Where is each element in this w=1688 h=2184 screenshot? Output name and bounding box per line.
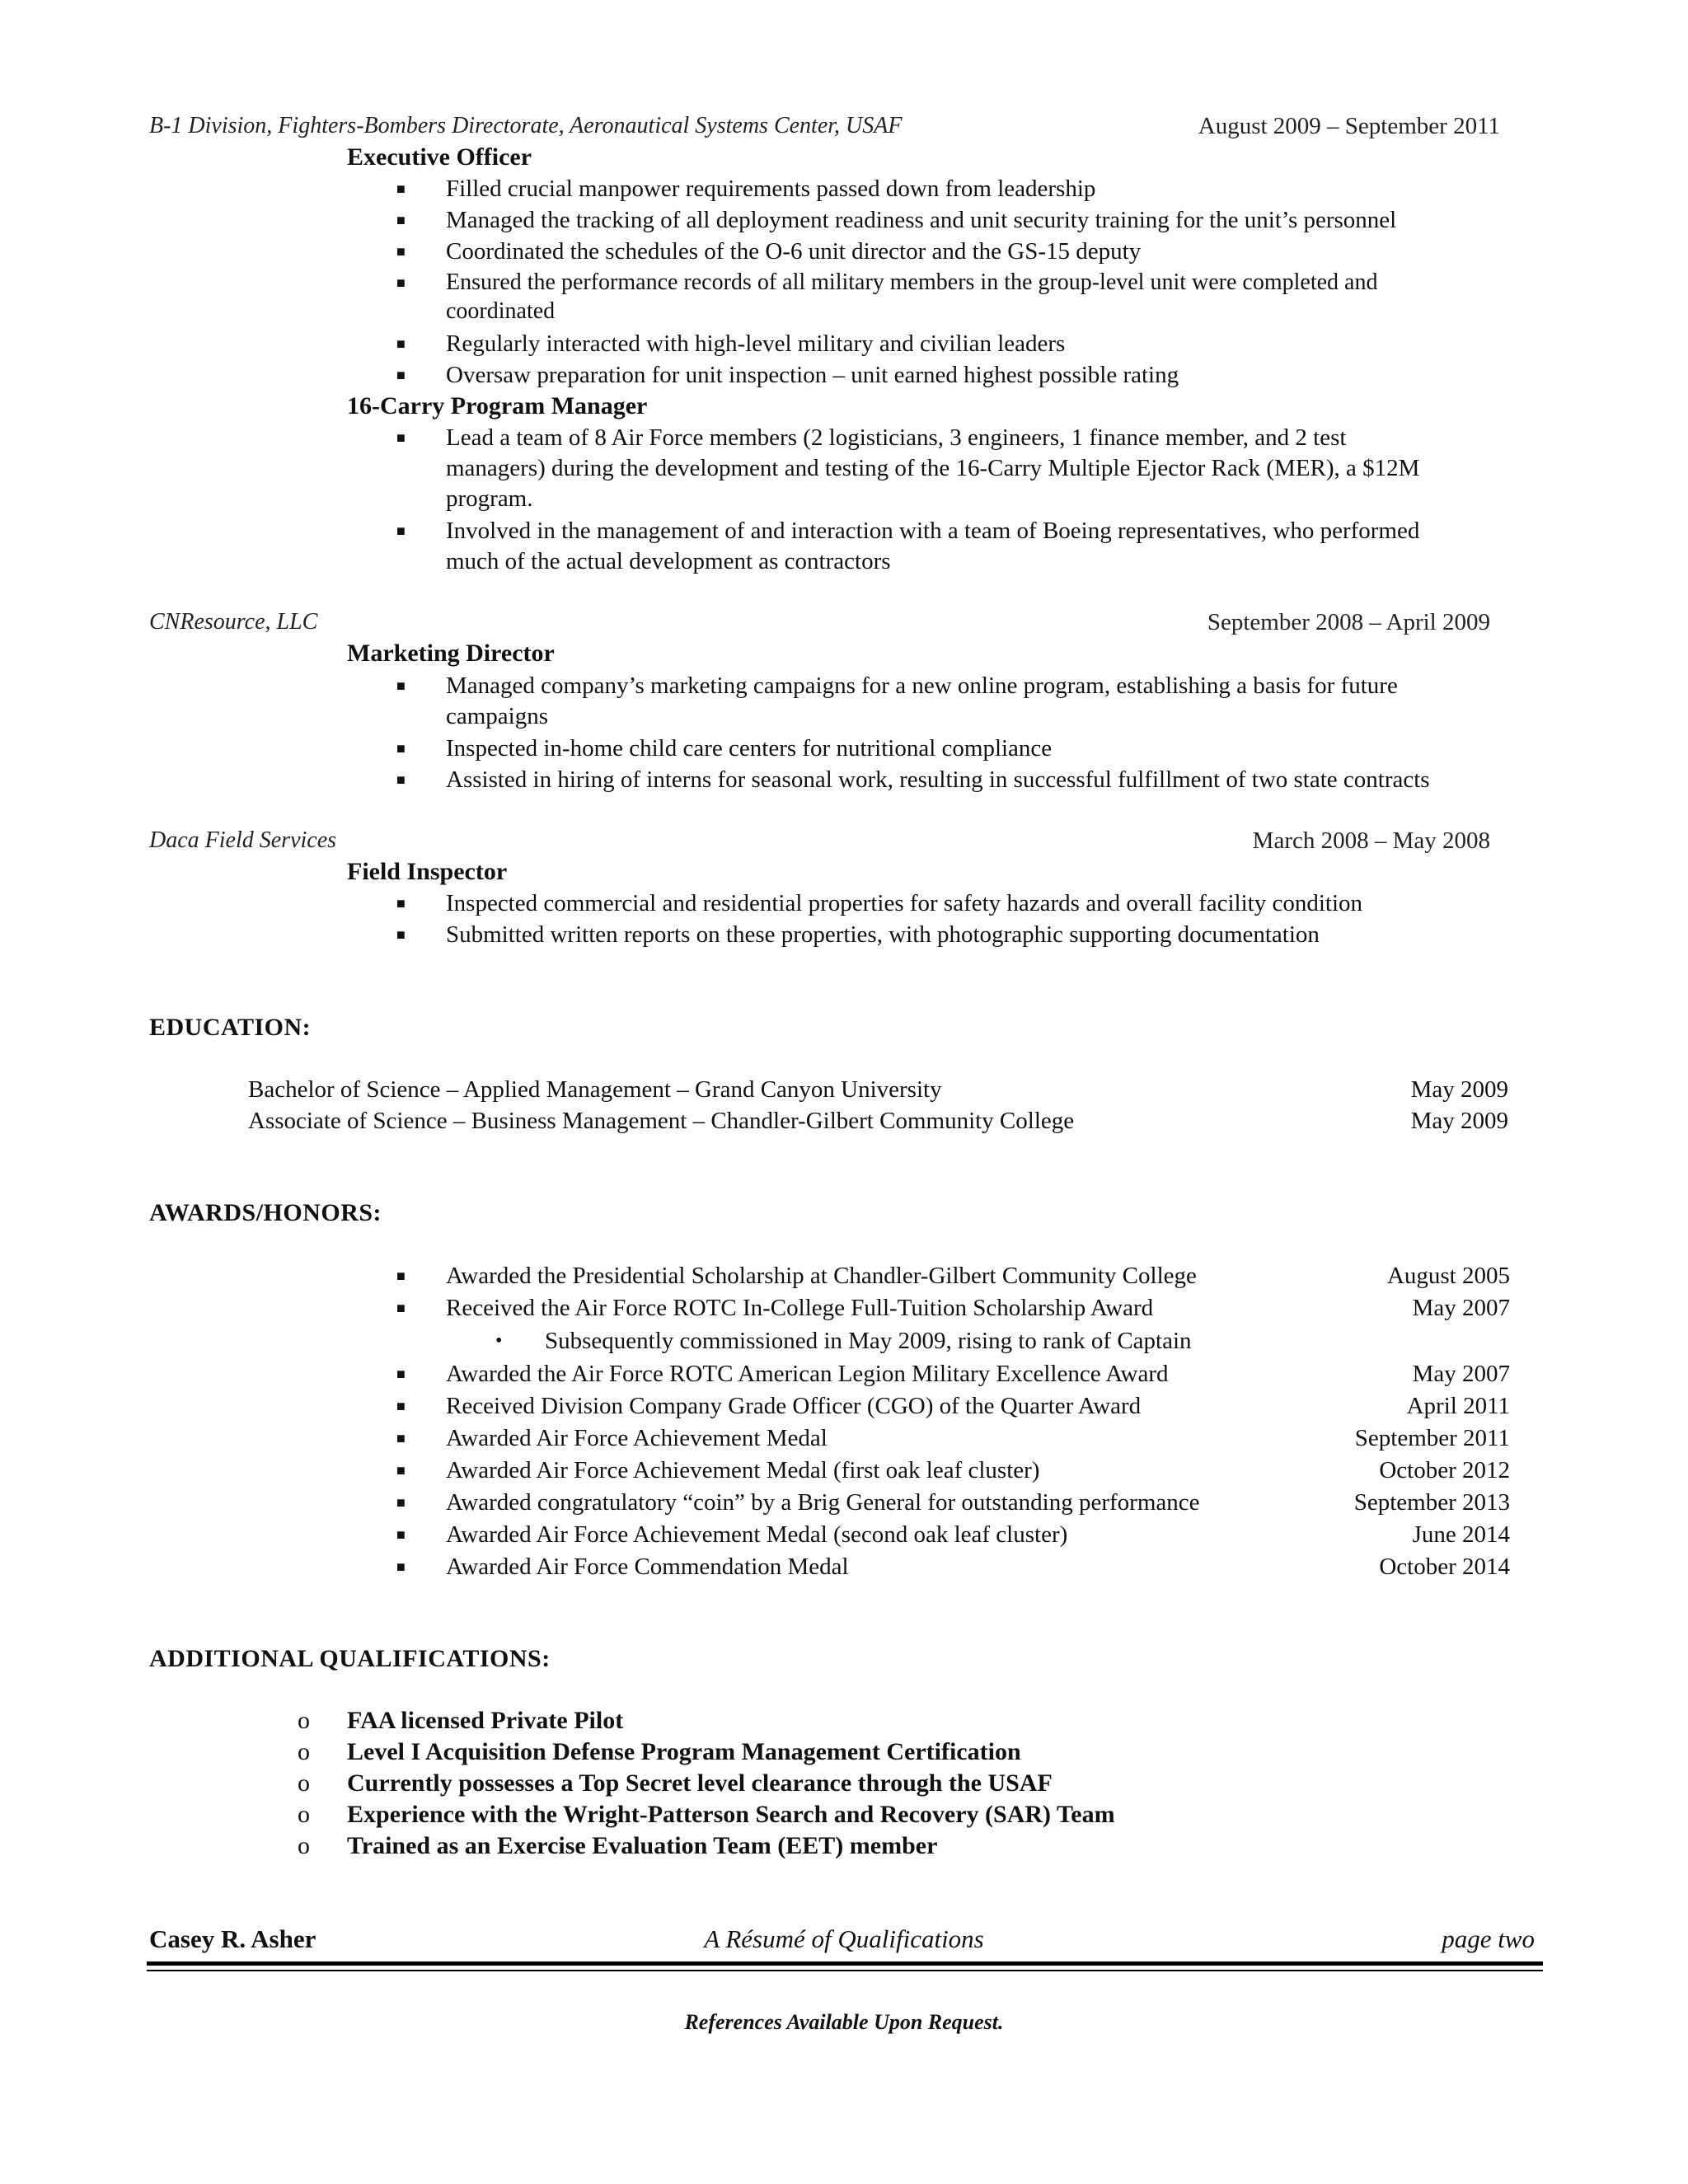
degree-entry: Bachelor of Science – Applied Management – Grand Canyon University: [248, 1076, 942, 1103]
square-bullet-icon: ■: [396, 677, 406, 694]
award-date: April 2011: [1406, 1393, 1510, 1419]
square-bullet-icon: ■: [396, 1300, 406, 1316]
job-title: Marketing Director: [347, 640, 555, 667]
award-date: September 2011: [1354, 1425, 1510, 1451]
award-date: October 2014: [1379, 1554, 1510, 1580]
list-item: Assisted in hiring of interns for seasonal work, resulting in successful fulfillment of two state contracts: [446, 766, 1430, 793]
awards-heading: AWARDS/HONORS:: [149, 1199, 382, 1226]
job-title: 16-Carry Program Manager: [347, 392, 648, 419]
award-item: Awarded the Presidential Scholarship at Chandler-Gilbert Community College: [446, 1263, 1197, 1289]
square-bullet-icon: ■: [396, 1494, 406, 1511]
list-item: Regularly interacted with high-level military and civilian leaders: [446, 330, 1066, 357]
hollow-circle-bullet-icon: o: [298, 1769, 310, 1797]
square-bullet-icon: ■: [396, 1526, 406, 1543]
employment-dates: September 2008 – April 2009: [1207, 609, 1490, 635]
award-item: Received the Air Force ROTC In-College Full-Tuition Scholarship Award: [446, 1295, 1154, 1321]
qualification-item: FAA licensed Private Pilot: [347, 1707, 624, 1734]
square-bullet-icon: ■: [396, 1268, 406, 1284]
employer-name: B-1 Division, Fighters-Bombers Directorate, Aeronautical Systems Center, USAF: [149, 113, 903, 138]
list-item-continuation: coordinated: [446, 298, 556, 324]
square-bullet-icon: ■: [396, 335, 406, 352]
degree-entry: Associate of Science – Business Management – Chandler-Gilbert Community College: [248, 1108, 1075, 1134]
award-date: September 2013: [1353, 1489, 1510, 1516]
list-item-continuation: program.: [446, 485, 533, 512]
list-item: Submitted written reports on these properties, with photographic supporting documentation: [446, 921, 1320, 948]
references-note: References Available Upon Request.: [684, 2010, 1004, 2034]
list-item: Involved in the management of and interaction with a team of Boeing representatives, who performed: [446, 518, 1420, 544]
footer-page-label: page two: [1442, 1924, 1535, 1953]
list-item: Coordinated the schedules of the O-6 unit director and the GS-15 deputy: [446, 238, 1142, 265]
award-date: May 2007: [1412, 1361, 1510, 1387]
round-bullet-icon: •: [495, 1330, 503, 1352]
square-bullet-icon: ■: [396, 1558, 406, 1575]
degree-date: May 2009: [1410, 1108, 1508, 1134]
square-bullet-icon: ■: [396, 771, 406, 788]
square-bullet-icon: ■: [396, 1366, 406, 1382]
footer-rule-thick: [147, 1961, 1543, 1966]
list-item: Inspected in-home child care centers for nutritional compliance: [446, 735, 1053, 762]
square-bullet-icon: ■: [396, 926, 406, 943]
hollow-circle-bullet-icon: o: [298, 1707, 310, 1734]
square-bullet-icon: ■: [396, 212, 406, 228]
list-item: Ensured the performance records of all military members in the group-level unit were completed and: [446, 269, 1378, 295]
employer-name: Daca Field Services: [149, 827, 337, 853]
square-bullet-icon: ■: [396, 180, 406, 197]
award-item: Received Division Company Grade Officer (CGO) of the Quarter Award: [446, 1393, 1142, 1419]
award-item: Awarded the Air Force ROTC American Legion Military Excellence Award: [446, 1361, 1169, 1387]
hollow-circle-bullet-icon: o: [298, 1832, 310, 1859]
list-item: Managed company’s marketing campaigns for a new online program, establishing a basis for future: [446, 673, 1398, 699]
square-bullet-icon: ■: [396, 1398, 406, 1414]
education-heading: EDUCATION:: [149, 1014, 312, 1041]
employment-dates: August 2009 – September 2011: [1198, 113, 1500, 139]
job-title: Field Inspector: [347, 858, 508, 885]
qualifications-heading: ADDITIONAL QUALIFICATIONS:: [149, 1645, 551, 1672]
list-item: Filled crucial manpower requirements passed down from leadership: [446, 176, 1096, 202]
award-date: October 2012: [1379, 1457, 1510, 1483]
hollow-circle-bullet-icon: o: [298, 1738, 310, 1765]
qualification-item: Trained as an Exercise Evaluation Team (EET) member: [347, 1832, 938, 1859]
award-date: May 2007: [1412, 1295, 1510, 1321]
award-item: Awarded Air Force Achievement Medal (second oak leaf cluster): [446, 1521, 1068, 1548]
square-bullet-icon: ■: [396, 274, 406, 291]
award-date: August 2005: [1386, 1263, 1510, 1289]
list-item: Lead a team of 8 Air Force members (2 logisticians, 3 engineers, 1 finance member, and 2 test: [446, 424, 1347, 451]
award-item: Awarded Air Force Commendation Medal: [446, 1554, 849, 1580]
award-item: Awarded Air Force Achievement Medal (first oak leaf cluster): [446, 1457, 1040, 1483]
footer-center-title: A Résumé of Qualifications: [704, 1924, 984, 1953]
hollow-circle-bullet-icon: o: [298, 1801, 310, 1828]
square-bullet-icon: ■: [396, 429, 406, 446]
employer-name: CNResource, LLC: [149, 609, 318, 635]
degree-date: May 2009: [1410, 1076, 1508, 1103]
qualification-item: Currently possesses a Top Secret level clearance through the USAF: [347, 1769, 1053, 1797]
qualification-item: Experience with the Wright-Patterson Search and Recovery (SAR) Team: [347, 1801, 1115, 1828]
list-item-continuation: managers) during the development and testing of the 16-Carry Multiple Ejector Rack (MER), a $12M: [446, 455, 1420, 481]
list-item: Managed the tracking of all deployment readiness and unit security training for the unit’s personnel: [446, 207, 1397, 233]
square-bullet-icon: ■: [396, 243, 406, 260]
list-item: Oversaw preparation for unit inspection – unit earned highest possible rating: [446, 362, 1179, 388]
square-bullet-icon: ■: [396, 895, 406, 912]
award-item: Awarded Air Force Achievement Medal: [446, 1425, 828, 1451]
employment-dates: March 2008 – May 2008: [1252, 827, 1490, 854]
list-item-continuation: much of the actual development as contractors: [446, 548, 891, 574]
square-bullet-icon: ■: [396, 523, 406, 539]
list-item: Inspected commercial and residential properties for safety hazards and overall facility condition: [446, 890, 1363, 916]
list-item-continuation: campaigns: [446, 703, 549, 729]
square-bullet-icon: ■: [396, 740, 406, 757]
square-bullet-icon: ■: [396, 1430, 406, 1446]
award-date: June 2014: [1412, 1521, 1510, 1548]
award-item: Awarded congratulatory “coin” by a Brig General for outstanding performance: [446, 1489, 1200, 1516]
square-bullet-icon: ■: [396, 1462, 406, 1479]
footer-name: Casey R. Asher: [149, 1924, 316, 1953]
square-bullet-icon: ■: [396, 367, 406, 383]
footer-rule-thin: [147, 1970, 1543, 1971]
job-title: Executive Officer: [347, 143, 532, 171]
award-subitem: Subsequently commissioned in May 2009, rising to rank of Captain: [545, 1328, 1192, 1354]
qualification-item: Level I Acquisition Defense Program Management Certification: [347, 1738, 1021, 1765]
